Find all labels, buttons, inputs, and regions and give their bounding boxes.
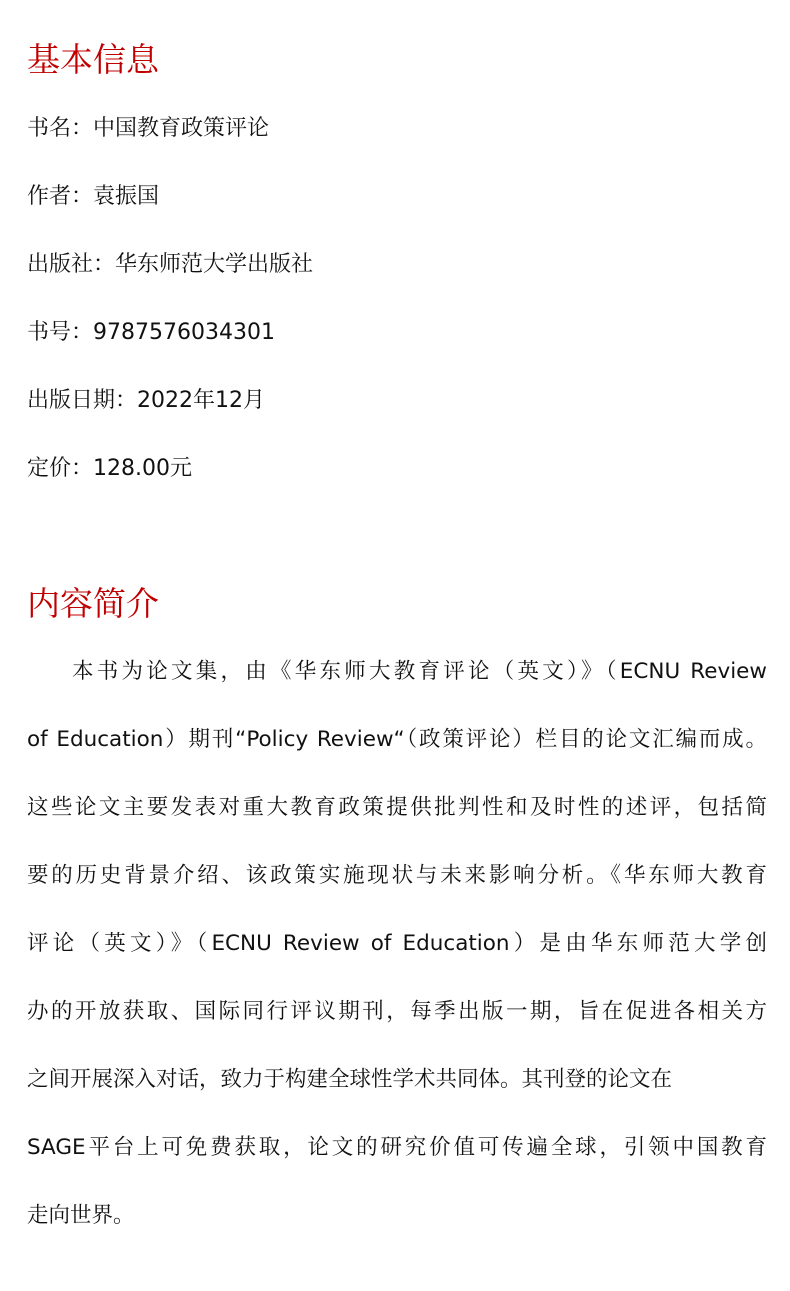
summary-line: 本书为论文集，由《华东师大教育评论（英文）》（ECNU Review [72,659,767,684]
summary-line: 这些论文主要发表对重大教育政策提供批判性和及时性的述评，包括简 [27,795,767,820]
book-price: 定价：128.00元 [27,456,192,481]
summary-line: 办的开放获取、国际同行评议期刊，每季出版一期，旨在促进各相关方 [27,999,767,1024]
summary-line: 要的历史背景介绍、该政策实施现状与未来影响分析。《华东师大教育 [27,863,767,888]
summary-line: 走向世界。 [27,1203,135,1228]
summary-line: SAGE平台上可免费获取，论文的研究价值可传遍全球，引领中国教育 [27,1135,767,1160]
summary-line: 之间开展深入对话，致力于构建全球性学术共同体。其刊登的论文在 [27,1067,673,1092]
book-title: 书名：中国教育政策评论 [27,116,270,141]
book-author: 作者：袁振国 [27,184,160,209]
summary-body [27,638,767,1250]
summary-line: of Education）期刊“Policy Review“（政策评论）栏目的论文汇编而成。 [27,727,767,752]
summary-heading: 内容简介 [27,584,159,623]
book-pub-date: 出版日期：2022年12月 [27,388,265,413]
book-isbn: 书号：9787576034301 [27,320,275,345]
book-publisher: 出版社：华东师范大学出版社 [27,252,314,277]
summary-line: 评论（英文）》（ECNU Review of Education）是由华东师范大学创 [27,931,767,956]
basic-info-heading: 基本信息 [27,40,159,79]
